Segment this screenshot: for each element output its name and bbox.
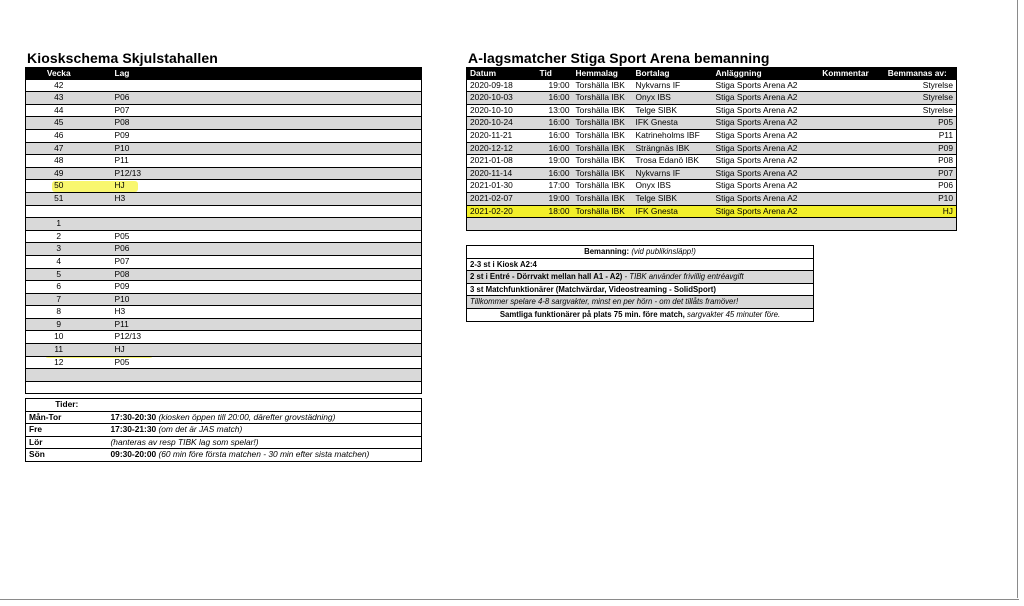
- column-header-anlaggning: Anläggning: [713, 68, 813, 80]
- kiosk-schedule-table: [25, 67, 422, 394]
- staffing-italic-text: Tillkommer spelare 4-8 sargvakter, minst en per hörn - om det tillåts framöver!: [470, 297, 739, 307]
- table-row: [26, 155, 422, 168]
- tid-cell: 19:00: [537, 80, 573, 92]
- hemmalag-cell: Torshälla IBK: [573, 92, 633, 105]
- table-row: [467, 155, 957, 168]
- vecka-cell: [26, 369, 92, 382]
- table-row: [26, 381, 422, 394]
- datum-cell: 2021-02-20: [467, 205, 537, 218]
- datum-cell: 2021-01-08: [467, 155, 537, 168]
- lag-cell: P09: [112, 281, 422, 294]
- table-row: [26, 80, 422, 92]
- hemmalag-cell: Torshälla IBK: [573, 180, 633, 193]
- day-cell: Fre: [26, 424, 108, 437]
- vecka-cell: 11: [26, 344, 92, 357]
- tid-cell: 16:00: [537, 129, 573, 142]
- vecka-cell: 44: [26, 104, 92, 117]
- note-text: (60 min före första matchen - 30 min efter sista matchen): [158, 449, 370, 460]
- vecka-cell: 46: [26, 129, 92, 142]
- datum-cell: 2020-12-12: [467, 142, 537, 155]
- column-header-vecka: Vecka: [26, 68, 92, 80]
- bortalag-cell: [633, 218, 713, 231]
- table-row: [26, 205, 422, 218]
- anlaggning-cell: Stiga Sports Arena A2: [713, 80, 813, 92]
- lag-cell: [112, 369, 422, 382]
- bemmanas-cell: P10: [879, 192, 957, 205]
- table-row: [26, 306, 422, 319]
- frame-border-right: [1017, 0, 1018, 598]
- lag-cell: H3: [112, 192, 422, 205]
- bortalag-cell: Onyx IBS: [633, 180, 713, 193]
- column-header-bortalag: Bortalag: [633, 68, 713, 80]
- kommentar-cell: [813, 104, 879, 117]
- hours-cell: [108, 436, 422, 449]
- table-row: [26, 180, 422, 193]
- bortalag-cell: IFK Gnesta: [633, 205, 713, 218]
- day-cell: Sön: [26, 449, 108, 462]
- kommentar-cell: [813, 92, 879, 105]
- lag-cell: HJ: [112, 344, 422, 357]
- bortalag-cell: Telge SIBK: [633, 104, 713, 117]
- staffing-bold-text: Samtliga funktionärer på plats 75 min. före match,: [499, 309, 687, 319]
- table-row: [26, 129, 422, 142]
- hemmalag-cell: Torshälla IBK: [573, 142, 633, 155]
- vecka-cell: 49: [26, 167, 92, 180]
- table-row: [26, 281, 422, 294]
- anlaggning-cell: Stiga Sports Arena A2: [713, 167, 813, 180]
- table-row: [467, 167, 957, 180]
- staffing-line: [467, 283, 814, 296]
- datum-cell: 2021-01-30: [467, 180, 537, 193]
- tid-cell: 16:00: [537, 142, 573, 155]
- staffing-line: [467, 271, 814, 284]
- bemmanas-cell: P11: [879, 129, 957, 142]
- lag-cell: [112, 381, 422, 394]
- table-row: [26, 344, 422, 357]
- table-row: [26, 117, 422, 130]
- tid-cell: 13:00: [537, 104, 573, 117]
- lag-cell: P12/13: [112, 331, 422, 344]
- lag-cell: P11: [112, 318, 422, 331]
- column-header-datum: Datum: [467, 68, 537, 80]
- kiosk-title: Kioskschema Skjulstahallen: [27, 50, 218, 66]
- table-row: [467, 80, 957, 92]
- bortalag-cell: Strängnäs IBK: [633, 142, 713, 155]
- vecka-cell: 6: [26, 281, 92, 294]
- bortalag-cell: Trosa Edanö IBK: [633, 155, 713, 168]
- table-row: [26, 142, 422, 155]
- bortalag-cell: Nykvarns IF: [633, 167, 713, 180]
- vecka-cell: 3: [26, 243, 92, 256]
- vecka-cell: 12: [26, 356, 92, 369]
- bemmanas-cell: Styrelse: [879, 92, 957, 105]
- kommentar-cell: [813, 192, 879, 205]
- bortalag-cell: IFK Gnesta: [633, 117, 713, 130]
- kommentar-cell: [813, 155, 879, 168]
- staffing-heading: Bemanning: (vid publikinsläpp!): [467, 246, 814, 259]
- lag-cell: P08: [112, 117, 422, 130]
- table-row: [467, 129, 957, 142]
- bemmanas-cell: P06: [879, 180, 957, 193]
- table-row: [467, 205, 957, 218]
- hemmalag-cell: Torshälla IBK: [573, 129, 633, 142]
- bortalag-cell: Telge SIBK: [633, 192, 713, 205]
- bortalag-cell: Katrineholms IBF: [633, 129, 713, 142]
- time-text: 17:30-20:30: [110, 411, 157, 422]
- vecka-cell: 51: [26, 192, 92, 205]
- table-row: [26, 268, 422, 281]
- frame-border-bottom: [0, 599, 1019, 600]
- tider-heading: Tider:: [26, 399, 108, 412]
- bemmanas-cell: Styrelse: [879, 104, 957, 117]
- table-row: [26, 243, 422, 256]
- kommentar-cell: [813, 180, 879, 193]
- matches-title: A-lagsmatcher Stiga Sport Arena bemanning: [468, 50, 770, 66]
- column-header-bemmanas: Bemmanas av:: [879, 68, 957, 80]
- lag-cell: P10: [112, 142, 422, 155]
- anlaggning-cell: [713, 218, 813, 231]
- table-row: [467, 117, 957, 130]
- vecka-cell: 47: [26, 142, 92, 155]
- tid-cell: 16:00: [537, 167, 573, 180]
- kommentar-cell: [813, 167, 879, 180]
- opening-hours-table: [25, 398, 422, 462]
- table-row: [467, 180, 957, 193]
- vecka-cell: 42: [26, 80, 92, 92]
- vecka-cell: 7: [26, 293, 92, 306]
- hours-cell: [108, 424, 422, 437]
- tid-cell: 19:00: [537, 192, 573, 205]
- lag-cell: P07: [112, 104, 422, 117]
- hemmalag-cell: Torshälla IBK: [573, 205, 633, 218]
- datum-cell: 2020-10-03: [467, 92, 537, 105]
- vecka-cell: 10: [26, 331, 92, 344]
- staffing-line: [467, 308, 814, 321]
- table-row: [26, 356, 422, 369]
- datum-cell: 2021-02-07: [467, 192, 537, 205]
- tid-cell: 16:00: [537, 92, 573, 105]
- staffing-line: [467, 296, 814, 309]
- table-row: [26, 293, 422, 306]
- datum-cell: 2020-10-10: [467, 104, 537, 117]
- hemmalag-cell: Torshälla IBK: [573, 167, 633, 180]
- table-row: [26, 331, 422, 344]
- column-header-tid: Tid: [537, 68, 573, 80]
- datum-cell: 2020-09-18: [467, 80, 537, 92]
- hemmalag-cell: Torshälla IBK: [573, 192, 633, 205]
- lag-cell: P12/13: [112, 167, 422, 180]
- vecka-cell: 48: [26, 155, 92, 168]
- anlaggning-cell: Stiga Sports Arena A2: [713, 192, 813, 205]
- anlaggning-cell: Stiga Sports Arena A2: [713, 92, 813, 105]
- tid-cell: [537, 218, 573, 231]
- anlaggning-cell: Stiga Sports Arena A2: [713, 142, 813, 155]
- bortalag-cell: Onyx IBS: [633, 92, 713, 105]
- lag-cell: HJ: [112, 180, 422, 193]
- vecka-cell: 50: [26, 180, 92, 193]
- table-row: [26, 92, 422, 105]
- kommentar-cell: [813, 117, 879, 130]
- lag-cell: P05: [112, 356, 422, 369]
- lag-cell: [112, 80, 422, 92]
- anlaggning-cell: Stiga Sports Arena A2: [713, 129, 813, 142]
- tid-cell: 19:00: [537, 155, 573, 168]
- table-row: [26, 230, 422, 243]
- vecka-cell: 43: [26, 92, 92, 105]
- kiosk-rows: [26, 80, 422, 394]
- column-header-lag: Lag: [112, 68, 422, 80]
- table-row: [26, 104, 422, 117]
- day-cell: Mån-Tor: [26, 411, 108, 424]
- kommentar-cell: [813, 205, 879, 218]
- bortalag-cell: Nykvarns IF: [633, 80, 713, 92]
- kommentar-cell: [813, 80, 879, 92]
- time-text: 09:30-20:00: [110, 449, 157, 460]
- vecka-cell: 4: [26, 255, 92, 268]
- kommentar-cell: [813, 218, 879, 231]
- table-row: [26, 218, 422, 231]
- table-row: [26, 255, 422, 268]
- anlaggning-cell: Stiga Sports Arena A2: [713, 180, 813, 193]
- table-row: [26, 436, 422, 449]
- table-row: [467, 192, 957, 205]
- hemmalag-cell: Torshälla IBK: [573, 117, 633, 130]
- hemmalag-cell: Torshälla IBK: [573, 155, 633, 168]
- staffing-bold-text: 2-3 st i Kiosk A2:4: [470, 259, 537, 269]
- bemmanas-cell: HJ: [879, 205, 957, 218]
- anlaggning-cell: Stiga Sports Arena A2: [713, 155, 813, 168]
- bemmanas-cell: Styrelse: [879, 80, 957, 92]
- lag-cell: P05: [112, 230, 422, 243]
- table-row: [467, 92, 957, 105]
- bemmanas-cell: P08: [879, 155, 957, 168]
- anlaggning-cell: Stiga Sports Arena A2: [713, 205, 813, 218]
- time-text: 17:30-21:30: [110, 424, 157, 435]
- kommentar-cell: [813, 129, 879, 142]
- vecka-cell: 45: [26, 117, 92, 130]
- table-row: [26, 424, 422, 437]
- lag-cell: H3: [112, 306, 422, 319]
- lag-cell: P06: [112, 92, 422, 105]
- matches-table: [466, 67, 957, 231]
- vecka-cell: 9: [26, 318, 92, 331]
- table-row: [467, 218, 957, 231]
- vecka-cell: 8: [26, 306, 92, 319]
- lag-cell: P08: [112, 268, 422, 281]
- vecka-cell: [26, 381, 92, 394]
- kommentar-cell: [813, 142, 879, 155]
- note-text: (om det är JAS match): [158, 424, 243, 435]
- lag-cell: P06: [112, 243, 422, 256]
- vecka-cell: 5: [26, 268, 92, 281]
- lag-cell: P11: [112, 155, 422, 168]
- table-row: [26, 192, 422, 205]
- anlaggning-cell: Stiga Sports Arena A2: [713, 117, 813, 130]
- hemmalag-cell: Torshälla IBK: [573, 80, 633, 92]
- table-row: [26, 167, 422, 180]
- bemmanas-cell: [879, 218, 957, 231]
- anlaggning-cell: Stiga Sports Arena A2: [713, 104, 813, 117]
- lag-cell: [112, 218, 422, 231]
- day-cell: Lör: [26, 436, 108, 449]
- tid-cell: 16:00: [537, 117, 573, 130]
- note-text: (kiosken öppen till 20:00, därefter grovstädning): [158, 411, 336, 422]
- table-row: [26, 369, 422, 382]
- staffing-bold-text: 2 st i Entré - Dörrvakt mellan hall A1 - A2): [470, 272, 623, 282]
- hours-cell: [108, 411, 422, 424]
- hours-cell: [108, 449, 422, 462]
- table-row: [26, 411, 422, 424]
- note-text: (hanteras av resp TIBK lag som spelar!): [110, 436, 259, 447]
- bemmanas-cell: P07: [879, 167, 957, 180]
- datum-cell: 2020-10-24: [467, 117, 537, 130]
- datum-cell: [467, 218, 537, 231]
- table-row: [26, 318, 422, 331]
- vecka-cell: 2: [26, 230, 92, 243]
- hemmalag-cell: Torshälla IBK: [573, 104, 633, 117]
- match-rows: [467, 80, 957, 231]
- column-header-hemmalag: Hemmalag: [573, 68, 633, 80]
- hemmalag-cell: [573, 218, 633, 231]
- vecka-cell: 1: [26, 218, 92, 231]
- table-row: [467, 104, 957, 117]
- column-header-kommentar: Kommentar: [813, 68, 879, 80]
- staffing-italic-text: sargvakter 45 minuter före.: [687, 309, 781, 319]
- lag-cell: [112, 205, 422, 218]
- table-row: [467, 142, 957, 155]
- staffing-box: [466, 245, 814, 322]
- bemmanas-cell: P09: [879, 142, 957, 155]
- bemmanas-cell: P05: [879, 117, 957, 130]
- datum-cell: 2020-11-21: [467, 129, 537, 142]
- staffing-bold-text: 3 st Matchfunktionärer (Matchvärdar, Videostreaming - SolidSport): [470, 284, 716, 294]
- lag-cell: P09: [112, 129, 422, 142]
- tid-cell: 18:00: [537, 205, 573, 218]
- lag-cell: P10: [112, 293, 422, 306]
- staffing-italic-text: - TIBK använder frivillig entréavgift: [622, 272, 744, 282]
- lag-cell: P07: [112, 255, 422, 268]
- datum-cell: 2020-11-14: [467, 167, 537, 180]
- tid-cell: 17:00: [537, 180, 573, 193]
- table-row: [26, 449, 422, 462]
- vecka-cell: [26, 205, 92, 218]
- staffing-line: [467, 258, 814, 271]
